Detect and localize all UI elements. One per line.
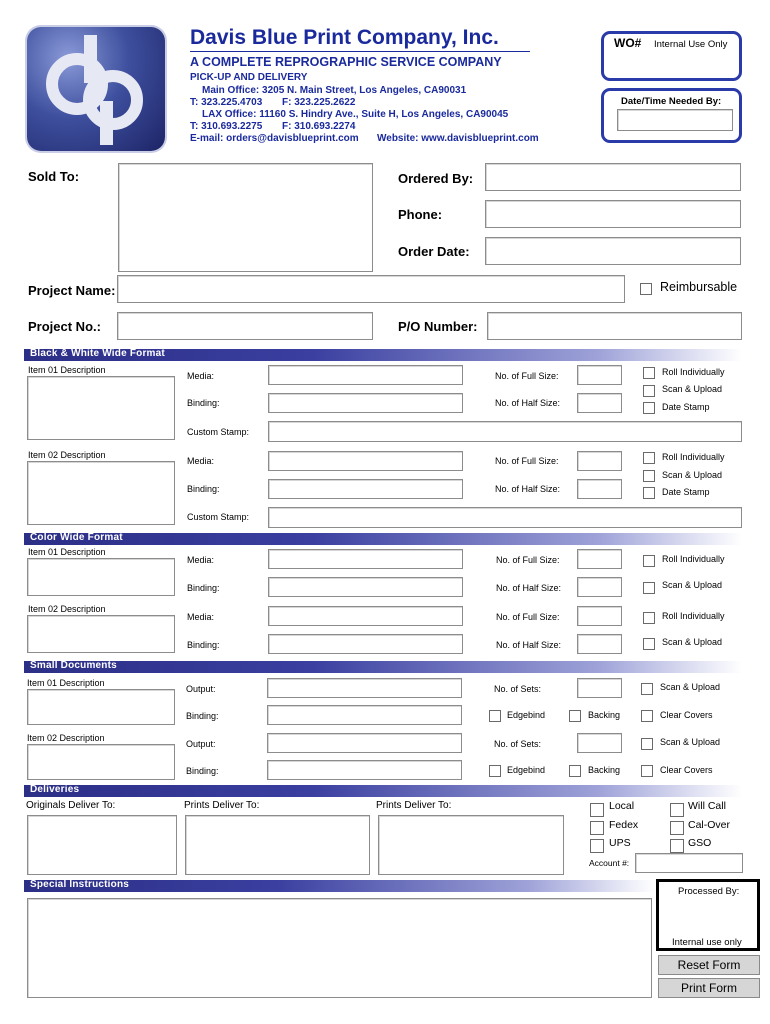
color-item1-media-field[interactable] [268, 549, 463, 569]
bw-item1-media-field[interactable] [268, 365, 463, 385]
small-section-title: Small Documents [30, 660, 117, 671]
bw-item2-binding-label: Binding: [187, 484, 220, 494]
small-item1-description[interactable] [27, 689, 175, 725]
color-item2-binding-label: Binding: [187, 640, 220, 650]
small-item2-edgebind-label: Edgebind [507, 765, 546, 775]
delivery-fedex-checkbox[interactable] [590, 821, 604, 835]
wo-box [601, 31, 742, 81]
color-item1-half-size-label: No. of Half Size: [496, 583, 562, 593]
small-section-bar [24, 661, 742, 673]
small-item1-output-field[interactable] [267, 678, 462, 698]
color-item1-scan-checkbox[interactable] [643, 582, 655, 594]
bw-item1-date-stamp-label: Date Stamp [662, 402, 710, 412]
color-item2-media-field[interactable] [268, 606, 463, 626]
bw-item1-media-label: Media: [187, 371, 215, 381]
datetime-field[interactable] [617, 109, 733, 131]
color-item1-half-size-field[interactable] [577, 577, 622, 597]
small-item2-clear-covers-checkbox[interactable] [641, 765, 653, 777]
order-date-label: Order Date: [398, 244, 470, 259]
bw-item2-roll-label: Roll Individually [662, 452, 725, 462]
company-tagline: A COMPLETE REPROGRAPHIC SERVICE COMPANY [190, 55, 502, 69]
bw-item1-custom-stamp-label: Custom Stamp: [187, 427, 250, 437]
company-name: Davis Blue Print Company, Inc. [190, 26, 499, 49]
bw-item2-date-stamp-checkbox[interactable] [643, 487, 655, 499]
small-item1-scan-checkbox[interactable] [641, 683, 653, 695]
company-logo [27, 27, 165, 151]
logo-mark-icon [27, 27, 165, 151]
bw-item1-roll-checkbox[interactable] [643, 367, 655, 379]
bw-item1-full-size-label: No. of Full Size: [495, 371, 559, 381]
company-name-underline [190, 51, 530, 52]
color-item2-label: Item 02 Description [28, 604, 106, 614]
po-number-label: P/O Number: [398, 319, 478, 334]
color-item1-binding-label: Binding: [187, 583, 220, 593]
processed-internal-note: Internal use only [672, 937, 742, 948]
bw-item2-date-stamp-label: Date Stamp [662, 487, 710, 497]
small-item2-description[interactable] [27, 744, 175, 780]
phone-field[interactable] [485, 200, 741, 228]
main-office-phone: T: 323.225.4703 [190, 97, 263, 108]
sold-to-label: Sold To: [28, 169, 80, 184]
color-item1-binding-field[interactable] [268, 577, 463, 597]
bw-item1-half-size-label: No. of Half Size: [495, 398, 561, 408]
bw-section-bar [24, 349, 742, 361]
originals-deliver-label: Originals Deliver To: [26, 800, 116, 811]
lax-office-fax: F: 310.693.2274 [282, 121, 356, 132]
bw-item1-label: Item 01 Description [28, 365, 106, 375]
po-number-field[interactable] [487, 312, 742, 340]
bw-item2-full-size-label: No. of Full Size: [495, 456, 559, 466]
bw-item2-scan-label: Scan & Upload [662, 470, 723, 480]
bw-item2-scan-checkbox[interactable] [643, 470, 655, 482]
color-item1-full-size-label: No. of Full Size: [496, 555, 560, 565]
wo-internal-note: Internal Use Only [654, 39, 728, 50]
delivery-will-call-checkbox[interactable] [670, 803, 684, 817]
color-item2-scan-checkbox[interactable] [643, 638, 655, 650]
delivery-will-call-label: Will Call [688, 800, 726, 812]
small-item1-binding-label: Binding: [186, 711, 219, 721]
small-item2-scan-label: Scan & Upload [660, 737, 721, 747]
bw-item2-roll-checkbox[interactable] [643, 452, 655, 464]
bw-item1-custom-stamp-field[interactable] [268, 421, 742, 442]
prints-deliver-field-2[interactable] [378, 815, 564, 875]
color-item1-roll-checkbox[interactable] [643, 555, 655, 567]
wo-label: WO# [614, 36, 642, 50]
small-item2-sets-field[interactable] [577, 733, 622, 753]
color-item1-scan-label: Scan & Upload [662, 580, 723, 590]
delivery-local-label: Local [609, 800, 635, 812]
delivery-cal-over-checkbox[interactable] [670, 821, 684, 835]
prints-deliver-label-2: Prints Deliver To: [376, 800, 452, 811]
processed-by-label: Processed By: [678, 886, 740, 897]
color-item1-media-label: Media: [187, 555, 215, 565]
bw-item1-description[interactable] [27, 376, 175, 440]
reimbursable-label: Reimbursable [660, 280, 738, 294]
color-section-bar [24, 533, 742, 545]
small-item1-backing-label: Backing [588, 710, 621, 720]
prints-deliver-field-1[interactable] [185, 815, 370, 875]
small-item2-scan-checkbox[interactable] [641, 738, 653, 750]
special-instructions-field[interactable] [27, 898, 652, 998]
company-website: Website: www.davisblueprint.com [377, 133, 539, 144]
bw-section-title: Black & White Wide Format [30, 348, 165, 359]
bw-item2-description[interactable] [27, 461, 175, 525]
color-item1-label: Item 01 Description [28, 547, 106, 557]
small-item2-output-label: Output: [186, 739, 216, 749]
small-item2-output-field[interactable] [267, 733, 462, 753]
bw-item1-half-size-field[interactable] [577, 393, 622, 413]
reset-form-button[interactable]: Reset Form [658, 955, 760, 975]
color-item2-full-size-field[interactable] [577, 606, 622, 626]
color-item1-description[interactable] [27, 558, 175, 596]
delivery-fedex-label: Fedex [609, 819, 639, 831]
color-item1-roll-label: Roll Individually [662, 554, 725, 564]
small-item1-clear-covers-checkbox[interactable] [641, 710, 653, 722]
color-section-title: Color Wide Format [30, 532, 123, 543]
color-item1-full-size-field[interactable] [577, 549, 622, 569]
small-item1-clear-covers-label: Clear Covers [660, 710, 713, 720]
bw-item2-custom-stamp-field[interactable] [268, 507, 742, 528]
color-item2-half-size-label: No. of Half Size: [496, 640, 562, 650]
lax-office-address: LAX Office: 11160 S. Hindry Ave., Suite H, Los Angeles, CA90045 [202, 109, 509, 120]
small-item1-backing-checkbox[interactable] [569, 710, 581, 722]
small-item1-sets-field[interactable] [577, 678, 622, 698]
delivery-local-checkbox[interactable] [590, 803, 604, 817]
bw-item1-roll-label: Roll Individually [662, 367, 725, 377]
bw-item1-binding-label: Binding: [187, 398, 220, 408]
small-item1-binding-field[interactable] [267, 705, 462, 725]
bw-item2-binding-field[interactable] [268, 479, 463, 499]
small-item2-clear-covers-label: Clear Covers [660, 765, 713, 775]
project-name-field[interactable] [117, 275, 625, 303]
bw-item1-scan-label: Scan & Upload [662, 384, 723, 394]
bw-item2-custom-stamp-label: Custom Stamp: [187, 512, 250, 522]
special-section-bar [24, 880, 654, 892]
company-email: E-mail: orders@davisblueprint.com [190, 133, 359, 144]
small-item1-edgebind-checkbox[interactable] [489, 710, 501, 722]
account-number-field[interactable] [635, 853, 743, 873]
deliveries-section-bar [24, 785, 742, 797]
delivery-gso-label: GSO [688, 837, 712, 849]
small-item2-binding-label: Binding: [186, 766, 219, 776]
delivery-gso-checkbox[interactable] [670, 839, 684, 853]
small-item2-edgebind-checkbox[interactable] [489, 765, 501, 777]
account-number-label: Account #: [589, 858, 630, 868]
deliveries-section-title: Deliveries [30, 784, 80, 795]
small-item2-sets-label: No. of Sets: [494, 739, 542, 749]
bw-item2-media-field[interactable] [268, 451, 463, 471]
small-item2-backing-label: Backing [588, 765, 621, 775]
phone-label: Phone: [398, 207, 443, 222]
color-item2-media-label: Media: [187, 612, 215, 622]
color-item2-roll-label: Roll Individually [662, 611, 725, 621]
color-item2-roll-checkbox[interactable] [643, 612, 655, 624]
color-item2-description[interactable] [27, 615, 175, 653]
bw-item1-date-stamp-checkbox[interactable] [643, 402, 655, 414]
delivery-cal-over-label: Cal-Over [688, 819, 731, 831]
order-date-field[interactable] [485, 237, 741, 265]
ordered-by-field[interactable] [485, 163, 741, 191]
small-item2-binding-field[interactable] [267, 760, 462, 780]
bw-item1-scan-checkbox[interactable] [643, 385, 655, 397]
special-section-title: Special Instructions [30, 879, 130, 890]
delivery-ups-checkbox[interactable] [590, 839, 604, 853]
reimbursable-checkbox[interactable] [640, 283, 652, 295]
small-item1-label: Item 01 Description [27, 678, 105, 688]
bw-item1-full-size-field[interactable] [577, 365, 622, 385]
small-item1-output-label: Output: [186, 684, 216, 694]
main-office-address: Main Office: 3205 N. Main Street, Los Angeles, CA90031 [202, 85, 467, 96]
project-no-label: Project No.: [28, 319, 101, 334]
small-item2-backing-checkbox[interactable] [569, 765, 581, 777]
bw-item2-half-size-field[interactable] [577, 479, 622, 499]
project-no-field[interactable] [117, 312, 373, 340]
project-name-label: Project Name: [28, 283, 116, 298]
color-item2-binding-field[interactable] [268, 634, 463, 654]
pickup-delivery: PICK-UP AND DELIVERY [190, 72, 308, 83]
delivery-ups-label: UPS [609, 837, 631, 849]
prints-deliver-label-1: Prints Deliver To: [184, 800, 260, 811]
bw-item2-full-size-field[interactable] [577, 451, 622, 471]
print-form-button[interactable]: Print Form [658, 978, 760, 998]
small-item1-sets-label: No. of Sets: [494, 684, 542, 694]
processed-by-box [656, 879, 760, 951]
main-office-fax: F: 323.225.2622 [282, 97, 356, 108]
lax-office-phone: T: 310.693.2275 [190, 121, 263, 132]
small-item1-scan-label: Scan & Upload [660, 682, 721, 692]
color-item2-half-size-field[interactable] [577, 634, 622, 654]
small-item1-edgebind-label: Edgebind [507, 710, 546, 720]
bw-item2-label: Item 02 Description [28, 450, 106, 460]
datetime-label: Date/Time Needed By: [621, 96, 722, 107]
ordered-by-label: Ordered By: [398, 171, 474, 186]
sold-to-field[interactable] [118, 163, 373, 272]
color-item2-full-size-label: No. of Full Size: [496, 612, 560, 622]
bw-item2-media-label: Media: [187, 456, 215, 466]
small-item2-label: Item 02 Description [27, 733, 105, 743]
datetime-box [601, 88, 742, 143]
originals-deliver-field[interactable] [27, 815, 177, 875]
bw-item1-binding-field[interactable] [268, 393, 463, 413]
bw-item2-half-size-label: No. of Half Size: [495, 484, 561, 494]
color-item2-scan-label: Scan & Upload [662, 637, 723, 647]
